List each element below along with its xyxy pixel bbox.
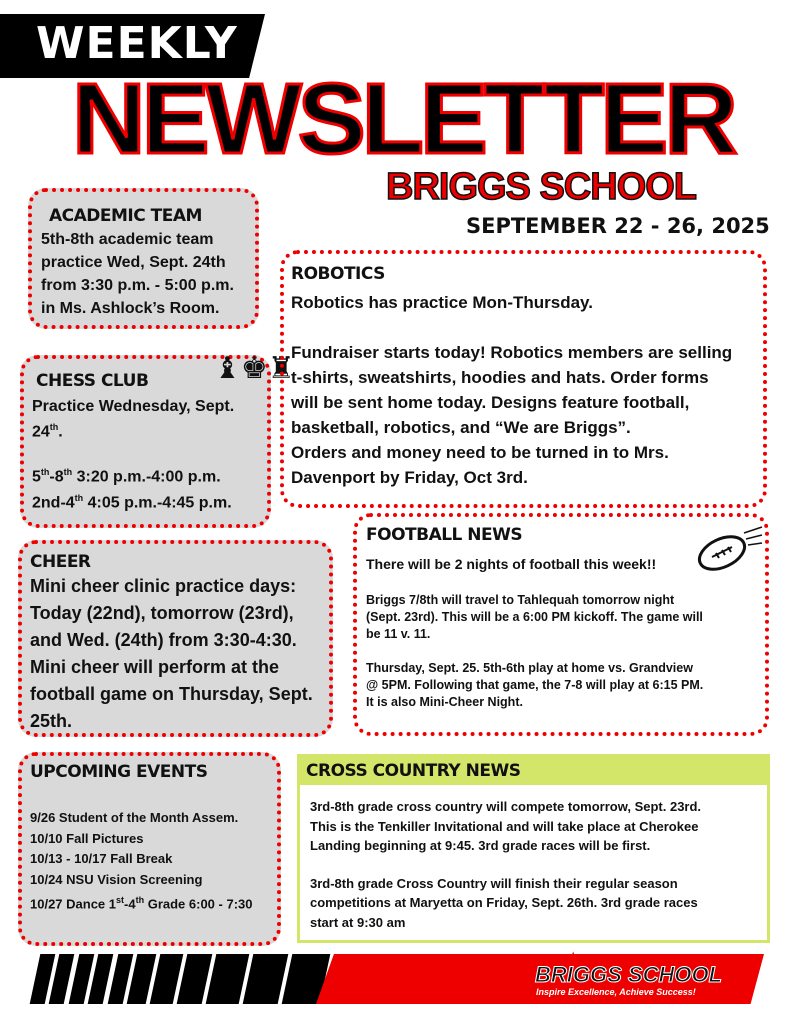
section-body: Mini cheer clinic practice days: Today (22nd), tomorrow (23rd), and Wed. (24th) from 3:30-4:30. Mini cheer will perform at the football game on Thursday, Sept. 25th. [30,576,313,731]
section-title: UPCOMING EVENTS [30,762,208,782]
cross-country-section [297,754,770,943]
footer-tagline: Inspire Excellence, Achieve Success! [536,987,696,997]
weekly-label: WEEKLY [36,18,238,69]
section-body: 5th-8th academic team practice Wed, Sept. 24th from 3:30 p.m. - 5:00 p.m. in Ms. Ashlock’s Room. [41,231,234,317]
star-icon: ★ [566,950,581,967]
footer-logo: BRIGGS SCHOOL [535,962,723,987]
cheer-section [18,540,333,737]
section-title: CROSS COUNTRY NEWS [306,761,521,781]
section-title: CHESS CLUB [36,371,149,391]
upcoming-events-section [18,752,281,946]
football-news-section [353,513,769,736]
section-paragraph: 3rd-8th grade Cross Country will finish their regular season competitions at Maryetta on Friday, Sept. 26th. 3rd grade races start at 9:30 am [310,875,698,930]
section-title: FOOTBALL NEWS [366,525,523,545]
events-list [30,808,277,915]
event-item: 10/24 NSU Vision Screening [30,871,203,887]
week-dates: SEPTEMBER 22 - 26, 2025 [466,214,770,238]
section-paragraph: Thursday, Sept. 25. 5th-6th play at home vs. Grandview @ 5PM. Following that game, the 7-8 will play at 6:15 PM. It is also Mini-Cheer Night. [366,661,704,709]
section-paragraph: Fundraiser starts today! Robotics members are selling t-shirts, sweatshirts, hoodies and hats. Order forms will be sent home today. Designs feature football, basketball, robotics, and “We are Briggs”. Orders and money need to be turned in to Mrs. Davenport by Friday, Oct 3rd. [291,343,733,487]
chess-pieces-icon: ♝♚♜ [214,352,295,385]
section-body: Practice Wednesday, Sept. 24th. 5th-8th 3:20 p.m.-4:00 p.m. 2nd-4th 4:05 p.m.-4:45 p.m. [32,398,235,511]
section-title: ACADEMIC TEAM [49,206,202,226]
newsletter-title: NEWSLETTER [72,63,734,175]
chess-club-section [20,352,295,528]
section-header [300,757,767,785]
football-icon [692,523,764,575]
section-paragraph: There will be 2 nights of football this week!! [366,556,657,572]
section-title: CHEER [30,552,91,572]
event-item: 9/26 Student of the Month Assem. [30,810,239,825]
section-title: ROBOTICS [291,264,385,284]
school-name: BRIGGS SCHOOL [386,166,697,208]
section-paragraph: Briggs 7/8th will travel to Tahlequah tomorrow night (Sept. 23rd). This will be a 6:00 PM kickoff. The game will be 11 v. 11. [366,593,703,641]
robotics-section [280,250,767,508]
event-item: 10/27 Dance 1st-4th Grade 6:00 - 7:30 [30,895,253,912]
section-paragraph: Robotics has practice Mon-Thursday. [291,293,593,312]
academic-team-section [28,188,259,329]
event-item: 10/10 Fall Pictures [30,830,144,846]
section-paragraph: 3rd-8th grade cross country will compete tomorrow, Sept. 23rd. This is the Tenkiller Invitational and will take place at Cherokee Landing beginning at 9:45. 3rd grade races will be first. [310,799,702,853]
event-item: 10/13 - 10/17 Fall Break [30,851,173,866]
footer-stripes [35,954,325,1004]
